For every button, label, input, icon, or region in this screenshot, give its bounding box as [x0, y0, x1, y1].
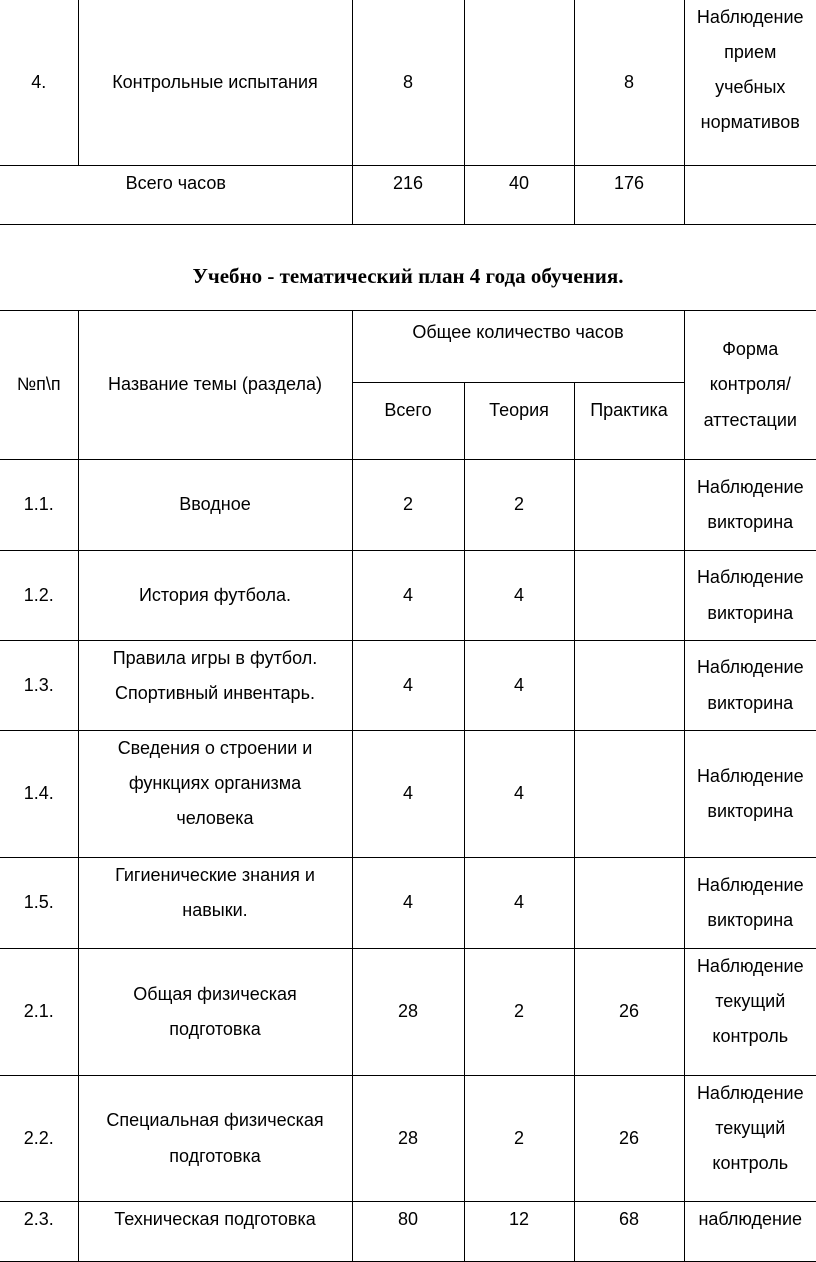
totals-row: [0, 166, 816, 225]
total-hours: 4: [352, 551, 464, 641]
practice-hours: 8: [574, 0, 684, 166]
row-number: 2.3.: [0, 1202, 78, 1262]
topic-name-line: Правила игры в футбол.: [79, 641, 352, 676]
table-row: [0, 551, 816, 641]
control-form-line: викторина: [685, 596, 816, 631]
control-form-line: Наблюдение: [685, 868, 816, 903]
topic-name: [78, 551, 352, 641]
table-row: [0, 641, 816, 731]
topic-name-line: Гигиенические знания и: [79, 858, 352, 893]
header-control-form-line: Форма: [685, 332, 816, 367]
practice-hours: 68: [574, 1202, 684, 1262]
topic-name-line: навыки.: [79, 893, 352, 928]
topic-name: [78, 949, 352, 1076]
topic-name-line: История футбола.: [79, 578, 352, 613]
control-form: [684, 1076, 816, 1202]
topic-name-line: Общая физическая: [79, 977, 352, 1012]
practice-hours: [574, 858, 684, 949]
control-form-line: нормативов: [685, 105, 816, 140]
theory-hours: 2: [464, 949, 574, 1076]
control-form-line: учебных: [685, 70, 816, 105]
topic-name: [78, 1202, 352, 1262]
control-form-line: викторина: [685, 794, 816, 829]
control-form-line: викторина: [685, 903, 816, 938]
header-row: [0, 311, 816, 383]
topic-name: Контрольные испытания: [78, 0, 352, 166]
control-form-line: Наблюдение: [685, 0, 816, 35]
topic-name-line: Техническая подготовка: [79, 1202, 352, 1237]
table-row: [0, 731, 816, 858]
total-hours: 4: [352, 731, 464, 858]
header-theory: Теория: [464, 383, 574, 460]
row-number: 4.: [0, 0, 78, 166]
total-hours: 4: [352, 858, 464, 949]
control-form: [684, 551, 816, 641]
control-form-line: Наблюдение: [685, 949, 816, 984]
header-total: Всего: [352, 383, 464, 460]
control-form-line: текущий: [685, 1111, 816, 1146]
table-row: [0, 949, 816, 1076]
theory-hours: 4: [464, 731, 574, 858]
total-hours: 8: [352, 0, 464, 166]
topic-name-line: подготовка: [79, 1012, 352, 1047]
table-row: [0, 858, 816, 949]
total-hours: 2: [352, 460, 464, 551]
control-form-line: наблюдение: [685, 1202, 816, 1237]
row-number: 1.1.: [0, 460, 78, 551]
theory-hours: 2: [464, 460, 574, 551]
theory-hours: 4: [464, 641, 574, 731]
total-hours: 80: [352, 1202, 464, 1262]
thematic-plan-table: [0, 310, 816, 1262]
control-form: [684, 1202, 816, 1262]
row-number: 1.5.: [0, 858, 78, 949]
topic-name: [78, 1076, 352, 1202]
control-form-line: Наблюдение: [685, 560, 816, 595]
control-form: [684, 460, 816, 551]
header-control-form: [684, 311, 816, 460]
theory-hours: 2: [464, 1076, 574, 1202]
theory-hours: 4: [464, 858, 574, 949]
topic-name: [78, 858, 352, 949]
topic-name: [78, 731, 352, 858]
theory-hours: 12: [464, 1202, 574, 1262]
header-topic: Название темы (раздела): [78, 311, 352, 460]
control-form: [684, 731, 816, 858]
control-form-line: прием: [685, 35, 816, 70]
row-number: 1.3.: [0, 641, 78, 731]
row-number: 1.4.: [0, 731, 78, 858]
totals-practice: 176: [574, 166, 684, 225]
topic-name-line: Вводное: [79, 487, 352, 522]
control-form: [684, 949, 816, 1076]
topic-name-line: функциях организма: [79, 766, 352, 801]
row-number: 2.1.: [0, 949, 78, 1076]
totals-total: 216: [352, 166, 464, 225]
total-hours: 28: [352, 1076, 464, 1202]
row-number: 1.2.: [0, 551, 78, 641]
totals-theory: 40: [464, 166, 574, 225]
practice-hours: [574, 641, 684, 731]
total-hours: 28: [352, 949, 464, 1076]
control-form: [684, 641, 816, 731]
header-practice: Практика: [574, 383, 684, 460]
control-form-line: Наблюдение: [685, 1076, 816, 1111]
practice-hours: [574, 460, 684, 551]
control-form: [684, 858, 816, 949]
table-row: [0, 1202, 816, 1262]
topic-name-line: человека: [79, 801, 352, 836]
practice-hours: 26: [574, 1076, 684, 1202]
total-hours: 4: [352, 641, 464, 731]
theory-hours: [464, 0, 574, 166]
row-number: 2.2.: [0, 1076, 78, 1202]
topic-name-line: Специальная физическая: [79, 1103, 352, 1138]
topic-name: [78, 641, 352, 731]
header-control-form-line: аттестации: [685, 403, 816, 438]
topic-name-line: Сведения о строении и: [79, 731, 352, 766]
table-row: [0, 0, 816, 166]
totals-label: Всего часов: [0, 166, 352, 225]
plan-title: Учебно - тематический план 4 года обучения.: [0, 264, 816, 289]
table-row: [0, 1076, 816, 1202]
control-form-line: Наблюдение: [685, 759, 816, 794]
table-row: [0, 460, 816, 551]
practice-hours: [574, 731, 684, 858]
control-form-line: текущий: [685, 984, 816, 1019]
header-hours-group: Общее количество часов: [352, 311, 684, 383]
theory-hours: 4: [464, 551, 574, 641]
control-form-line: контроль: [685, 1146, 816, 1181]
topic-name-line: подготовка: [79, 1139, 352, 1174]
control-form-line: контроль: [685, 1019, 816, 1054]
practice-hours: 26: [574, 949, 684, 1076]
totals-form: [684, 166, 816, 225]
hours-summary-table: [0, 0, 816, 225]
control-form-line: викторина: [685, 505, 816, 540]
control-form: [684, 0, 816, 166]
header-control-form-line: контроля/: [685, 367, 816, 402]
header-number: №п\п: [0, 311, 78, 460]
practice-hours: [574, 551, 684, 641]
control-form-line: Наблюдение: [685, 650, 816, 685]
control-form-line: Наблюдение: [685, 470, 816, 505]
control-form-line: викторина: [685, 686, 816, 721]
topic-name-line: Спортивный инвентарь.: [79, 676, 352, 711]
topic-name: [78, 460, 352, 551]
